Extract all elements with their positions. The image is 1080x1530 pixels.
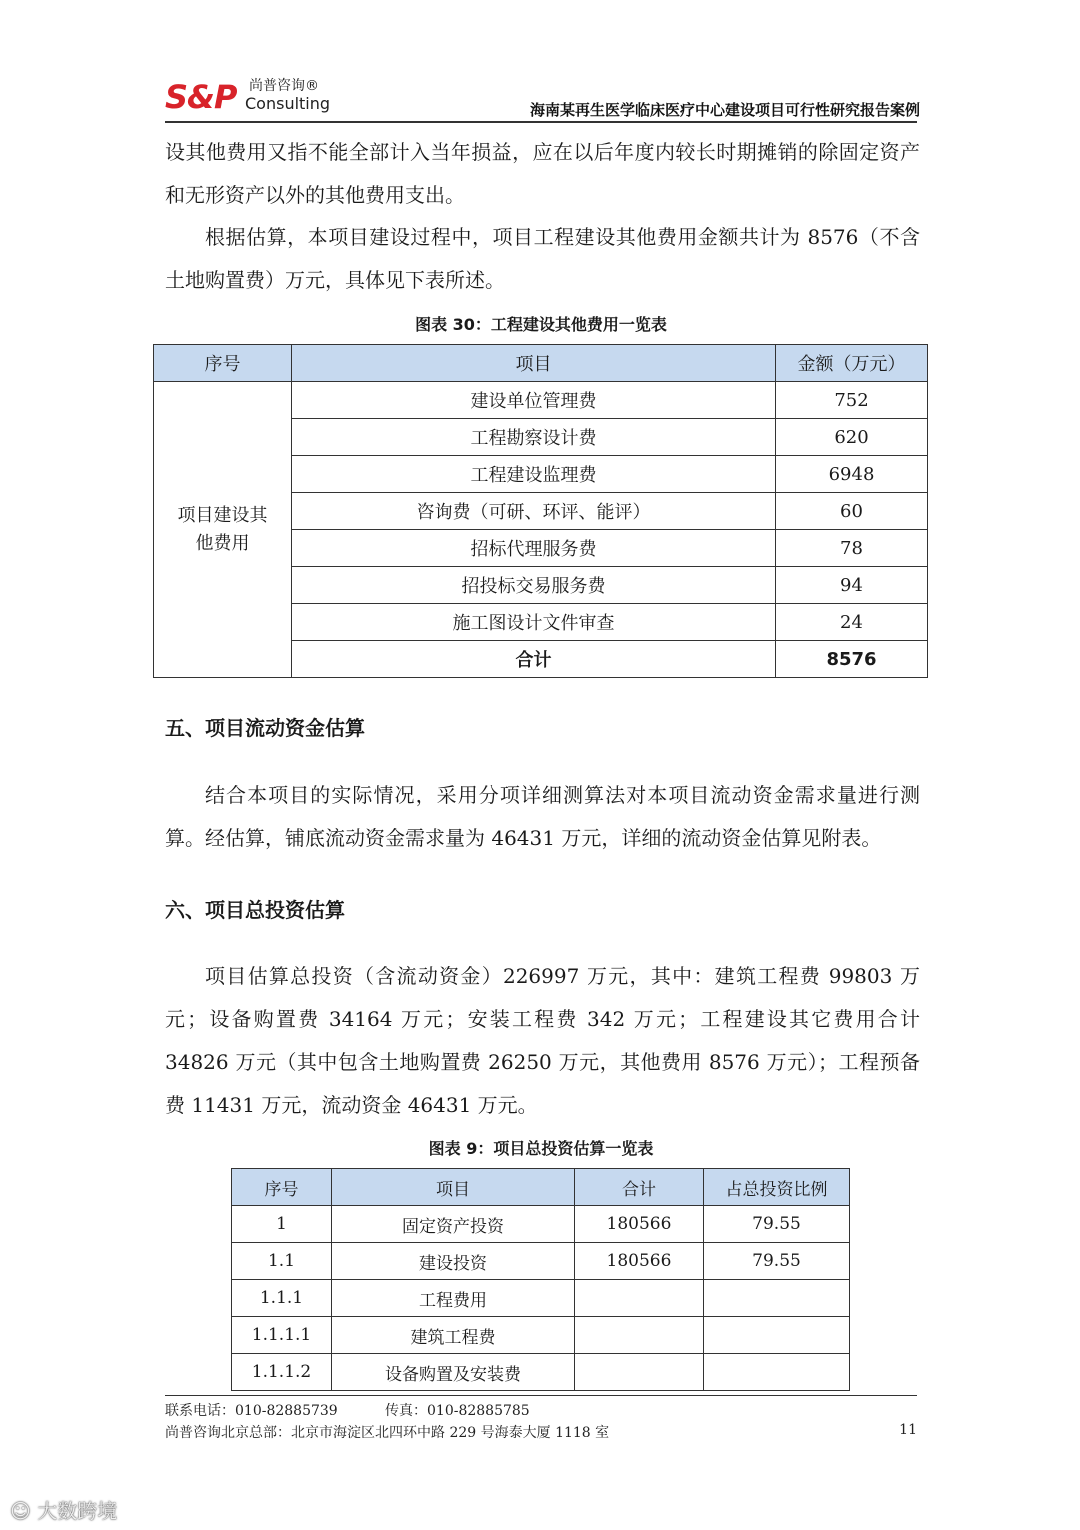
page-number: 11	[899, 1422, 917, 1438]
table-row	[232, 1354, 850, 1391]
table2-caption: 图表 9：项目总投资估算一览表	[428, 1139, 654, 1158]
footer-phone: 联系电话：010-82885739	[165, 1403, 338, 1419]
ratio-cell	[704, 1354, 850, 1391]
amount-cell: 94	[776, 567, 928, 604]
item-cell: 招投标交易服务费	[292, 567, 776, 604]
amount-cell: 752	[776, 382, 928, 419]
total-label-cell: 合计	[292, 641, 776, 678]
table-row	[232, 1206, 850, 1243]
item-cell: 工程建设监理费	[292, 456, 776, 493]
amount-cell: 6948	[776, 456, 928, 493]
watermark-icon: ☺	[10, 1499, 31, 1523]
item-cell: 建筑工程费	[332, 1317, 575, 1354]
total-cell: 180566	[575, 1243, 704, 1280]
column-header: 序号	[232, 1169, 332, 1206]
no-cell: 1.1.1	[232, 1280, 332, 1317]
amount-cell: 78	[776, 530, 928, 567]
total-cell	[575, 1317, 704, 1354]
watermark	[10, 1495, 117, 1524]
no-cell: 1.1.1.2	[232, 1354, 332, 1391]
item-cell: 工程费用	[332, 1280, 575, 1317]
watermark-text: 大数跨境	[37, 1499, 118, 1523]
footer-divider	[165, 1395, 917, 1396]
item-cell: 咨询费（可研、环评、能评）	[292, 493, 776, 530]
table-row	[232, 1280, 850, 1317]
logo-sp-text: S&P	[165, 78, 237, 116]
no-cell: 1.1	[232, 1243, 332, 1280]
no-cell: 1.1.1.1	[232, 1317, 332, 1354]
total-cell	[575, 1280, 704, 1317]
paragraph-other-costs-definition: 设其他费用又指不能全部计入当年损益，应在以后年度内较长时期摊销的除固定资产和无形资产以外的其他费用支出。	[165, 140, 920, 207]
section-heading-working-capital: 五、项目流动资金估算	[165, 716, 365, 740]
logo-cn-text: 尚普咨询®	[249, 78, 319, 94]
group-label-cell: 项目建设其他费用	[154, 382, 292, 678]
column-header: 合计	[575, 1169, 704, 1206]
table-header-row	[232, 1169, 850, 1206]
item-cell: 设备购置及安装费	[332, 1354, 575, 1391]
table-header-row	[154, 345, 928, 382]
section-heading-total-investment: 六、项目总投资估算	[165, 898, 345, 922]
item-cell: 施工图设计文件审查	[292, 604, 776, 641]
total-amount-cell: 8576	[776, 641, 928, 678]
column-header: 占总投资比例	[704, 1169, 850, 1206]
footer-fax: 传真：010-82885785	[385, 1403, 530, 1419]
paragraph-total-investment: 项目估算总投资（含流动资金）226997 万元，其中：建筑工程费 99803 万元；设备购置费 34164 万元；安装工程费 342 万元；工程建设其它费用合计 34826 万元（其中包含土地购置费 26250 万元，其他费用 8576 万元）；工程预备费 11431 万元，流动资金 46431 万元。	[165, 964, 920, 1117]
column-header: 金额（万元）	[776, 345, 928, 382]
amount-cell: 620	[776, 419, 928, 456]
table-row	[232, 1317, 850, 1354]
paragraph-working-capital: 结合本项目的实际情况，采用分项详细测算法对本项目流动资金需求量进行测算。经估算，铺底流动资金需求量为 46431 万元，详细的流动资金估算见附表。	[165, 783, 920, 850]
column-header: 序号	[154, 345, 292, 382]
ratio-cell: 79.55	[704, 1243, 850, 1280]
item-cell: 工程勘察设计费	[292, 419, 776, 456]
table-row	[232, 1243, 850, 1280]
item-cell: 固定资产投资	[332, 1206, 575, 1243]
company-logo	[165, 78, 335, 116]
amount-cell: 60	[776, 493, 928, 530]
document-title: 海南某再生医学临床医疗中心建设项目可行性研究报告案例	[529, 101, 920, 119]
column-header: 项目	[292, 345, 776, 382]
item-cell: 招标代理服务费	[292, 530, 776, 567]
logo-en-text: Consulting	[245, 94, 331, 113]
item-cell: 建设投资	[332, 1243, 575, 1280]
amount-cell: 24	[776, 604, 928, 641]
total-cell	[575, 1354, 704, 1391]
ratio-cell	[704, 1317, 850, 1354]
ratio-cell: 79.55	[704, 1206, 850, 1243]
header-divider	[165, 121, 917, 123]
item-cell: 建设单位管理费	[292, 382, 776, 419]
total-investment-table	[231, 1168, 850, 1391]
other-costs-table	[153, 344, 928, 678]
total-cell: 180566	[575, 1206, 704, 1243]
column-header: 项目	[332, 1169, 575, 1206]
table-row	[154, 382, 928, 419]
no-cell: 1	[232, 1206, 332, 1243]
footer-address: 尚普咨询北京总部：北京市海淀区北四环中路 229 号海泰大厦 1118 室	[165, 1425, 610, 1441]
table1-caption: 图表 30：工程建设其他费用一览表	[415, 315, 667, 334]
ratio-cell	[704, 1280, 850, 1317]
paragraph-other-costs-total: 根据估算，本项目建设过程中，项目工程建设其他费用金额共计为 8576（不含土地购置费）万元，具体见下表所述。	[165, 225, 920, 292]
